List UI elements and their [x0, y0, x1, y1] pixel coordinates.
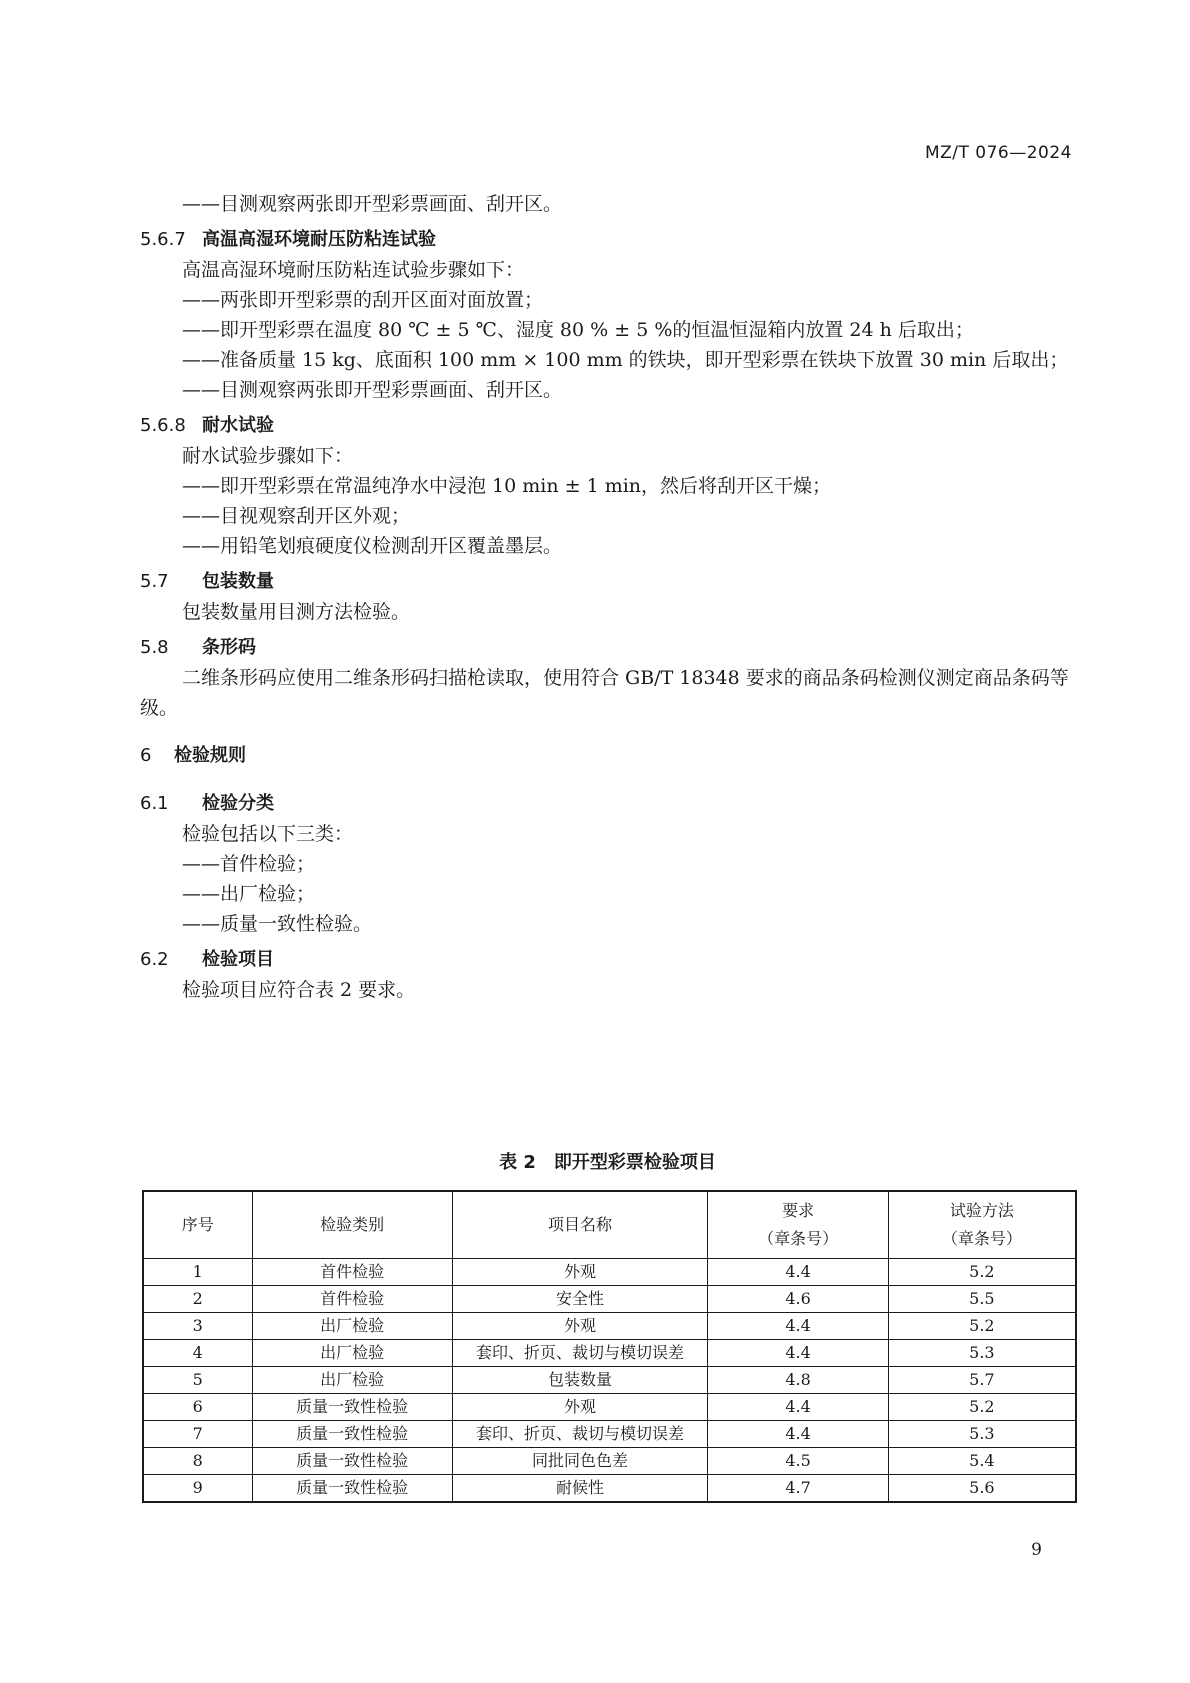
table-row — [143, 1286, 1076, 1313]
list-item: ——用铅笔划痕硬度仪检测刮开区覆盖墨层。 — [182, 535, 563, 557]
cell-seq: 4 — [143, 1340, 252, 1367]
cell-method: 5.3 — [888, 1340, 1076, 1367]
cell-requirement: 4.4 — [708, 1340, 888, 1367]
section-number: 6.1 — [140, 793, 169, 814]
section-title: 检验项目 — [202, 949, 274, 970]
cell-item: 外观 — [452, 1313, 708, 1340]
section-title: 条形码 — [202, 637, 256, 658]
header-method-line2: （章条号） — [941, 1229, 1022, 1248]
cell-requirement: 4.5 — [708, 1448, 888, 1475]
section-heading-5-8 — [140, 633, 1075, 663]
section-title: 高温高湿环境耐压防粘连试验 — [202, 229, 436, 250]
list-item: ——首件检验； — [182, 853, 316, 875]
cell-seq: 7 — [143, 1421, 252, 1448]
cell-category: 首件检验 — [252, 1286, 452, 1313]
cell-category: 出厂检验 — [252, 1313, 452, 1340]
table-row — [143, 1448, 1076, 1475]
cell-requirement: 4.7 — [708, 1475, 888, 1503]
section-number: 5.6.8 — [140, 415, 186, 436]
section-number: 6.2 — [140, 949, 169, 970]
cell-seq: 8 — [143, 1448, 252, 1475]
section-heading-5-7 — [140, 567, 1075, 597]
table-row — [143, 1313, 1076, 1340]
cell-item: 耐候性 — [452, 1475, 708, 1503]
cell-method: 5.2 — [888, 1259, 1076, 1286]
paragraph: 耐水试验步骤如下： — [182, 445, 354, 467]
header-seq: 序号 — [143, 1191, 252, 1259]
paragraph: 包装数量用目测方法检验。 — [182, 601, 411, 623]
paragraph: 检验包括以下三类： — [182, 823, 354, 845]
section-heading-5-6-8 — [140, 411, 1075, 441]
section-number: 5.6.7 — [140, 229, 186, 250]
cell-requirement: 4.6 — [708, 1286, 888, 1313]
cell-item: 外观 — [452, 1259, 708, 1286]
list-item: ——两张即开型彩票的刮开区面对面放置； — [182, 289, 544, 311]
section-heading-6-2 — [140, 945, 1075, 975]
table-header-row — [143, 1191, 1076, 1259]
header-requirement-line1: 要求 — [782, 1201, 815, 1220]
cell-category: 出厂检验 — [252, 1367, 452, 1394]
table-row — [143, 1475, 1076, 1503]
document-body — [140, 189, 1075, 1005]
list-item: ——目测观察两张即开型彩票画面、刮开区。 — [182, 193, 563, 215]
cell-method: 5.2 — [888, 1394, 1076, 1421]
cell-item: 同批同色色差 — [452, 1448, 708, 1475]
list-item: ——即开型彩票在常温纯净水中浸泡 10 min ± 1 min，然后将刮开区干燥； — [182, 475, 832, 497]
cell-method: 5.4 — [888, 1448, 1076, 1475]
cell-category: 质量一致性检验 — [252, 1448, 452, 1475]
header-requirement-line2: （章条号） — [758, 1229, 839, 1248]
cell-requirement: 4.4 — [708, 1421, 888, 1448]
cell-method: 5.2 — [888, 1313, 1076, 1340]
page-number: 9 — [1031, 1540, 1042, 1560]
section-number: 5.8 — [140, 637, 169, 658]
cell-method: 5.3 — [888, 1421, 1076, 1448]
cell-item: 包装数量 — [452, 1367, 708, 1394]
cell-method: 5.7 — [888, 1367, 1076, 1394]
cell-requirement: 4.4 — [708, 1313, 888, 1340]
cell-requirement: 4.4 — [708, 1259, 888, 1286]
list-item: ——目测观察两张即开型彩票画面、刮开区。 — [182, 379, 563, 401]
cell-item: 套印、折页、裁切与模切误差 — [452, 1421, 708, 1448]
header-method — [888, 1191, 1076, 1259]
table-caption: 表 2 即开型彩票检验项目 — [499, 1152, 716, 1173]
document-code: MZ/T 076—2024 — [924, 143, 1072, 163]
cell-category: 质量一致性检验 — [252, 1394, 452, 1421]
cell-category: 质量一致性检验 — [252, 1421, 452, 1448]
section-heading-6-1 — [140, 789, 1075, 819]
table-row — [143, 1367, 1076, 1394]
inspection-items-table — [142, 1190, 1077, 1503]
section-title: 包装数量 — [202, 571, 274, 592]
cell-seq: 3 — [143, 1313, 252, 1340]
cell-seq: 2 — [143, 1286, 252, 1313]
cell-seq: 1 — [143, 1259, 252, 1286]
section-number: 5.7 — [140, 571, 169, 592]
section-title: 耐水试验 — [202, 415, 274, 436]
section-number: 6 — [140, 745, 152, 766]
cell-category: 质量一致性检验 — [252, 1475, 452, 1503]
table-body — [143, 1259, 1076, 1503]
header-category: 检验类别 — [252, 1191, 452, 1259]
table-row — [143, 1259, 1076, 1286]
cell-category: 首件检验 — [252, 1259, 452, 1286]
list-item: ——即开型彩票在温度 80 ℃ ± 5 ℃、湿度 80 % ± 5 %的恒温恒湿箱内放置 24 h 后取出； — [182, 319, 974, 341]
list-item: ——出厂检验； — [182, 883, 316, 905]
paragraph: 二维条形码应使用二维条形码扫描枪读取，使用符合 GB/T 18348 要求的商品条码检测仪测定商品条码等级。 — [140, 667, 1069, 719]
cell-requirement: 4.8 — [708, 1367, 888, 1394]
header-requirement — [708, 1191, 888, 1259]
cell-requirement: 4.4 — [708, 1394, 888, 1421]
cell-item: 安全性 — [452, 1286, 708, 1313]
paragraph: 高温高湿环境耐压防粘连试验步骤如下： — [182, 259, 525, 281]
cell-item: 外观 — [452, 1394, 708, 1421]
cell-seq: 5 — [143, 1367, 252, 1394]
section-title: 检验分类 — [202, 793, 274, 814]
paragraph: 检验项目应符合表 2 要求。 — [182, 979, 416, 1001]
cell-seq: 6 — [143, 1394, 252, 1421]
list-item: ——质量一致性检验。 — [182, 913, 373, 935]
section-heading-6 — [140, 741, 1075, 771]
header-method-line1: 试验方法 — [949, 1201, 1014, 1220]
header-item: 项目名称 — [452, 1191, 708, 1259]
section-heading-5-6-7 — [140, 225, 1075, 255]
list-item: ——准备质量 15 kg、底面积 100 mm × 100 mm 的铁块，即开型彩票在铁块下放置 30 min 后取出； — [182, 349, 1069, 371]
table-row — [143, 1394, 1076, 1421]
cell-category: 出厂检验 — [252, 1340, 452, 1367]
table-row — [143, 1421, 1076, 1448]
section-title: 检验规则 — [174, 745, 246, 766]
cell-method: 5.6 — [888, 1475, 1076, 1503]
cell-method: 5.5 — [888, 1286, 1076, 1313]
list-item: ——目视观察刮开区外观； — [182, 505, 411, 527]
cell-item: 套印、折页、裁切与模切误差 — [452, 1340, 708, 1367]
cell-seq: 9 — [143, 1475, 252, 1503]
table-row — [143, 1340, 1076, 1367]
